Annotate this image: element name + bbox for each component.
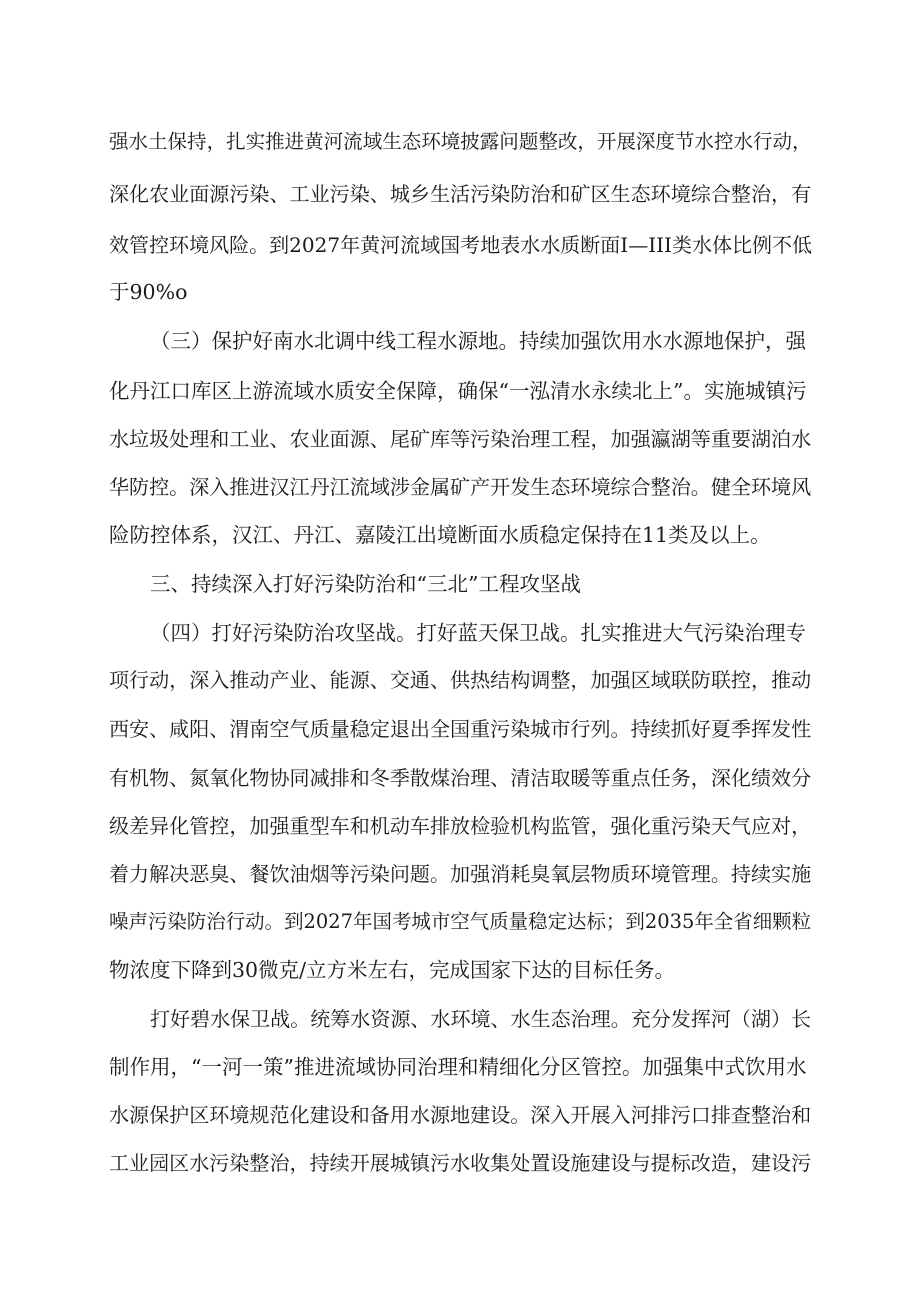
text-line: 项行动，深入推动产业、能源、交通、供热结构调整，加强区域联防联控，推动: [109, 668, 812, 692]
section-heading: 三、持续深入打好污染防治和“三北”工程攻坚战: [150, 572, 581, 596]
text-line: 工业园区水污染整治，持续开展城镇污水收集处置设施建设与提标改造，建设污: [109, 1151, 812, 1175]
text-line: 级差异化管控，加强重型车和机动车排放检验机构监管，强化重污染天气应对，: [109, 814, 812, 838]
text-line: 水垃圾处理和工业、农业面源、尾矿库等污染治理工程，加强瀛湖等重要湖泊水: [109, 427, 812, 451]
text-line: 水源保护区环境规范化建设和备用水源地建设。深入开展入河排污口排查整治和: [109, 1103, 812, 1127]
text-line: 西安、咸阳、渭南空气质量稳定退出全国重污染城市行列。持续抓好夏季挥发性: [109, 717, 812, 741]
text-line: 打好碧水保卫战。统筹水资源、水环境、水生态治理。充分发挥河（湖）长: [150, 1007, 812, 1031]
text-line: 物浓度下降到30微克/立方米左右，完成国家下达的目标任务。: [109, 958, 675, 982]
text-line: 强水土保持，扎实推进黄河流域生态环境披露问题整改，开展深度节水控水行动，: [109, 130, 812, 153]
text-line: 险防控体系，汉江、丹江、嘉陵江出境断面水质稳定保持在11类及以上。: [109, 523, 771, 547]
text-line: （四）打好污染防治攻坚战。打好蓝天保卫战。扎实推进大气污染治理专: [150, 621, 806, 645]
text-line: （三）保护好南水北调中线工程水源地。持续加强饮用水水源地保护，强: [150, 329, 806, 353]
text-line: 噪声污染防治行动。到2027年国考城市空气质量稳定达标；到2035年全省细颗粒: [109, 910, 812, 933]
text-line: 有机物、氮氧化物协同减排和冬季散煤治理、清洁取暖等重点任务，深化绩效分: [109, 766, 812, 790]
text-line: 于90%o: [109, 280, 188, 304]
text-line: 化丹江口库区上游流域水质安全保障，确保“一泓清水永续北上”。实施城镇污: [109, 379, 807, 403]
text-line: 效管控环境风险。到2027年黄河流域国考地表水水质断面I—III类水体比例不低: [109, 233, 813, 257]
text-line: 制作用，“一河一策”推进流域协同治理和精细化分区管控。加强集中式饮用水: [109, 1055, 807, 1079]
text-line: 华防控。深入推进汉江丹江流域涉金属矿产开发生态环境综合整治。健全环境风: [109, 475, 812, 499]
text-line: 深化农业面源污染、工业污染、城乡生活污染防治和矿区生态环境综合整治，有: [109, 182, 812, 206]
text-line: 着力解决恶臭、餐饮油烟等污染问题。加强消耗臭氧层物质环境管理。持续实施: [109, 862, 812, 886]
